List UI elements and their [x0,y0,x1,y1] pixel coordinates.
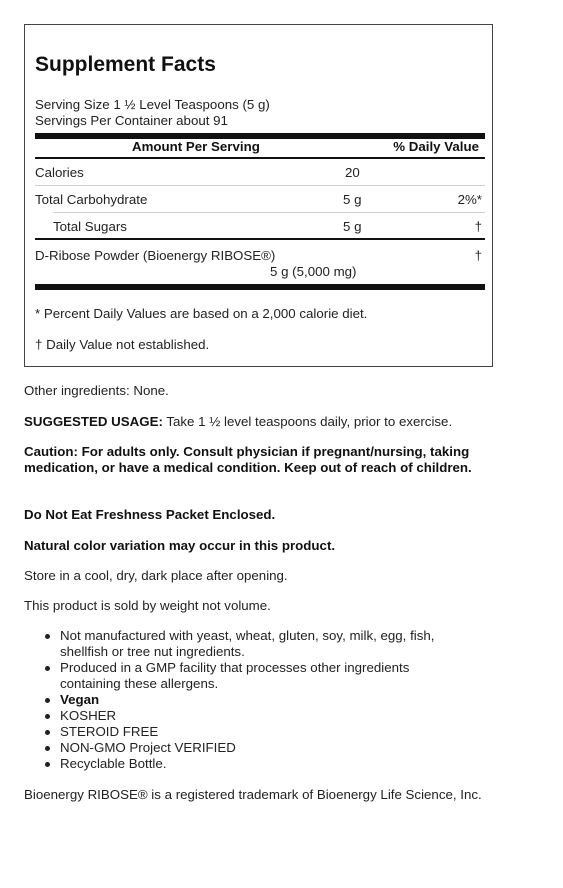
ingredient-rule [35,238,485,240]
list-item: Recyclable Bottle. [24,756,464,772]
caution-statement: Caution: For adults only. Consult physician if pregnant/nursing, taking medication, or have a medical condition. Keep out of reach of children. [24,444,472,475]
supplement-facts-panel [24,24,493,367]
footnote-dagger: † Daily Value not established. [35,337,210,352]
servings-per-container: Servings Per Container about 91 [35,113,228,128]
freshness-packet-warning: Do Not Eat Freshness Packet Enclosed. [24,507,276,522]
row-ribose-dv: † [474,248,482,263]
row-carbohydrate-name: Total Carbohydrate [35,192,148,207]
row-ribose-name: D-Ribose Powder (Bioenergy RIBOSE®) [35,248,276,263]
header-rule [35,157,485,159]
other-ingredients: Other ingredients: None. [24,383,169,398]
row-sugars-name: Total Sugars [53,219,127,234]
trademark-notice: Bioenergy RIBOSE® is a registered trademark of Bioenergy Life Science, Inc. [24,787,482,802]
suggested-usage [24,414,524,430]
list-item: KOSHER [24,708,464,724]
facts-title: Supplement Facts [35,53,216,76]
row-sugars-amount: 5 g [343,219,362,234]
list-item: Not manufactured with yeast, wheat, gluten, soy, milk, egg, fish, shellfish or tree nut ingredients. [24,628,464,660]
footnote-percent-daily: * Percent Daily Values are based on a 2,000 calorie diet. [35,306,368,321]
header-daily-value: % Daily Value [393,139,479,154]
storage-instructions: Store in a cool, dry, dark place after opening. [24,568,288,583]
row-ribose-amount: 5 g (5,000 mg) [270,264,357,279]
suggested-usage-label: SUGGESTED USAGE: [24,414,163,429]
serving-size: Serving Size 1 ½ Level Teaspoons (5 g) [35,97,270,112]
list-item: Vegan [24,692,464,708]
row-divider [35,185,485,186]
list-item: Produced in a GMP facility that processes other ingredients containing these allergens. [24,660,464,692]
row-calories-name: Calories [35,165,84,180]
row-calories-amount: 20 [345,165,360,180]
suggested-usage-text: Take 1 ½ level teaspoons daily, prior to exercise. [162,414,453,429]
thick-rule-bottom [35,284,485,290]
row-carbohydrate-dv: 2%* [457,192,482,207]
list-item: STEROID FREE [24,724,464,740]
row-divider [53,212,485,213]
weight-note: This product is sold by weight not volume. [24,598,271,613]
list-item: NON-GMO Project VERIFIED [24,740,464,756]
color-variation-note: Natural color variation may occur in this product. [24,538,336,553]
header-amount-per-serving: Amount Per Serving [132,139,260,154]
row-carbohydrate-amount: 5 g [343,192,362,207]
row-sugars-dv: † [474,219,482,234]
product-features-list [24,628,464,772]
